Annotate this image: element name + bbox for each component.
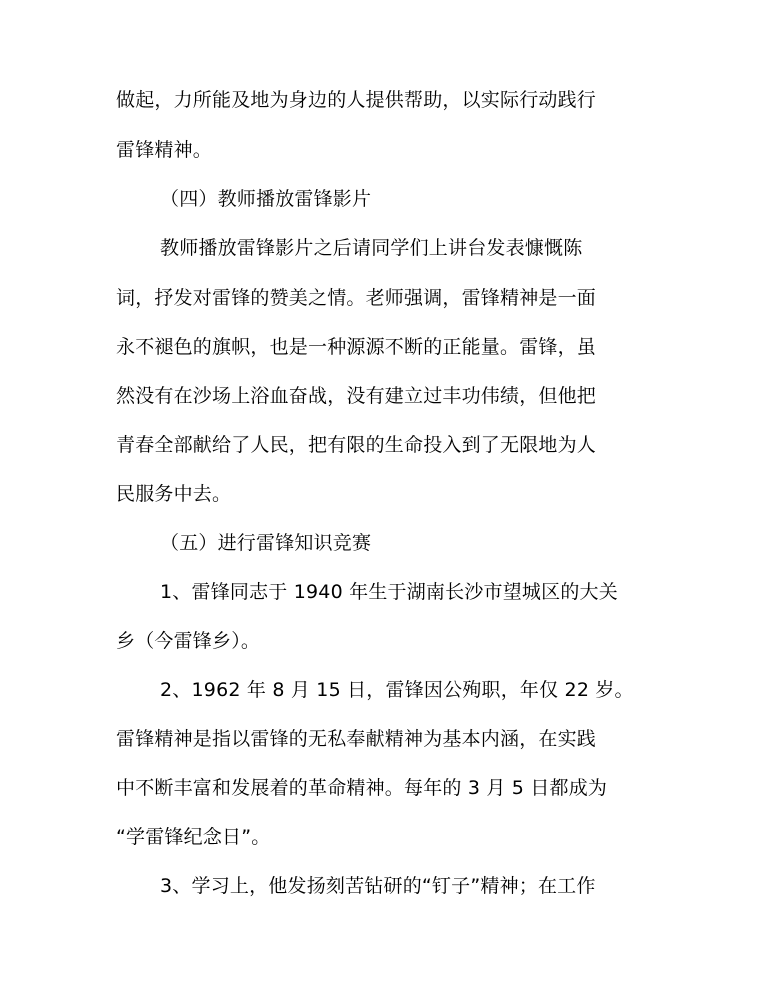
text-line: “学雷锋纪念日”。	[116, 826, 271, 848]
text-line: 做起，力所能及地为身边的人提供帮助，以实际行动践行	[116, 89, 597, 111]
text-line: 中不断丰富和发展着的革命精神。每年的 3 月 5 日都成为	[116, 777, 608, 799]
section-heading: （五）进行雷锋知识竞赛	[160, 532, 372, 554]
list-item-first-line: 1、雷锋同志于 1940 年生于湖南长沙市望城区的大关	[160, 581, 618, 603]
text-line: 然没有在沙场上浴血奋战，没有建立过丰功伟绩，但他把	[116, 385, 597, 407]
text-line: 永不褪色的旗帜，也是一种源源不断的正能量。雷锋，虽	[116, 336, 597, 358]
text-line: 雷锋精神是指以雷锋的无私奉献精神为基本内涵，在实践	[116, 728, 597, 750]
section-heading: （四）教师播放雷锋影片	[160, 188, 372, 210]
text-line: 民服务中去。	[116, 483, 232, 505]
list-item-first-line: 2、1962 年 8 月 15 日，雷锋因公殉职，年仅 22 岁。	[160, 679, 634, 701]
text-line: 青春全部献给了人民，把有限的生命投入到了无限地为人	[116, 434, 597, 456]
text-line: 乡（今雷锋乡）。	[116, 630, 261, 652]
paragraph-first-line: 教师播放雷锋影片之后请同学们上讲台发表慷慨陈	[160, 237, 583, 259]
text-line: 雷锋精神。	[116, 139, 213, 161]
text-line: 词，抒发对雷锋的赞美之情。老师强调，雷锋精神是一面	[116, 287, 597, 309]
list-item-first-line: 3、学习上，他发扬刻苦钻研的“钉子”精神；在工作	[160, 875, 596, 897]
